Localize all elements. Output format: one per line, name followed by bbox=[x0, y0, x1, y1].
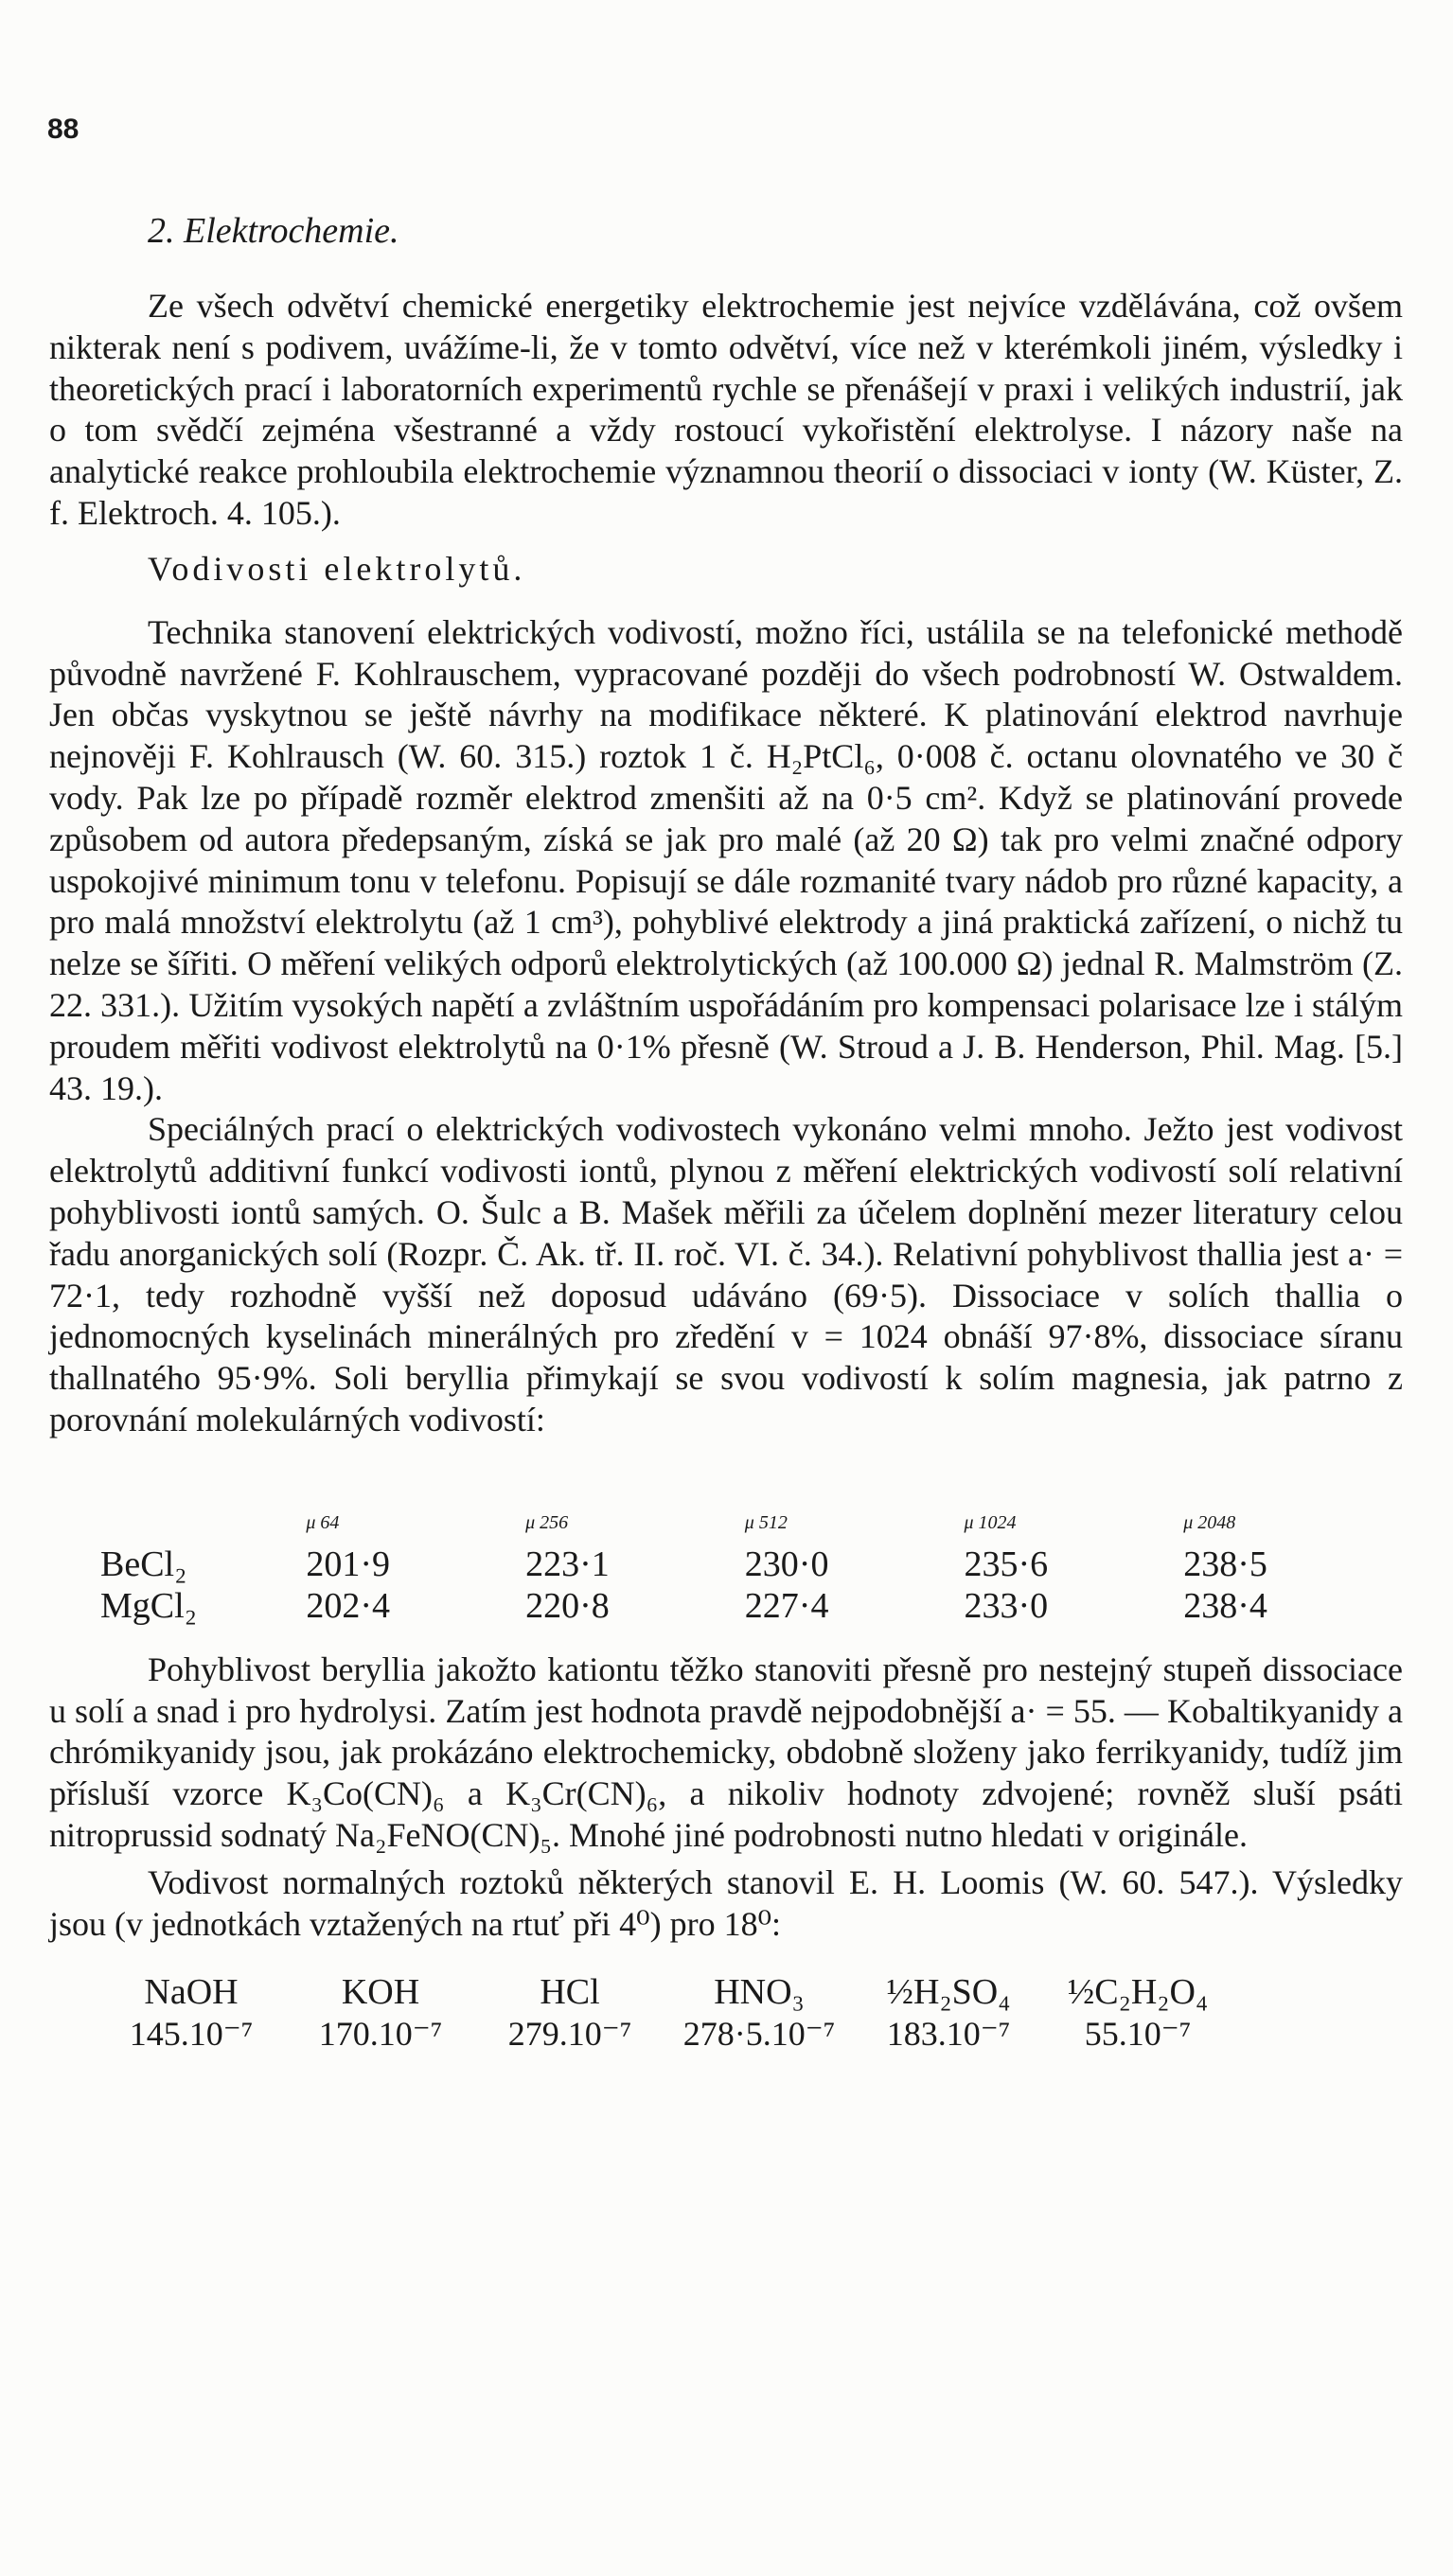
table-cell: 238·4 bbox=[1183, 1585, 1267, 1626]
table-cell: 223·1 bbox=[525, 1544, 610, 1584]
paragraph-loomis: Vodivost normalných roztoků některých stanovil E. H. Loomis (W. 60. 547.). Výsledky jsou (v jednotkách vztažených na rtuť při 4⁰) pro 18⁰: bbox=[49, 1862, 1403, 1943]
table-cell: 202·4 bbox=[306, 1585, 391, 1626]
paragraph-special-works: Speciálných prací o elektrických vodivostech vykonáno velmi mnoho. Ježto jest vodivost elektrolytů additivní funkcí vodivosti iontů, plynou z měření elektrických vodivostí solí relativní pohyblivosti iontů samých. O. Šulc a B. Mašek měřili za účelem doplnění mezer literatury celou řadu anorganických solí (Rozpr. Č. Ak. tř. II. roč. VI. č. 34.). Relativní pohyblivost thallia jest a· = 72·1, tedy rozhodně vyšší než doposud udáváno (69·5). Dissociace v solích thallia o jednomocných kyselinách minerálných pro zředění v = 1024 obnáší 97·8%, dissociace síranu thallnatého 95·9%. Soli beryllia přimykají se svou vodivostí k solím magnesia, jak patrno z porovnání molekulárných vodivostí: bbox=[49, 1110, 1403, 1438]
row-label: MgCl₂ bbox=[100, 1585, 197, 1626]
page-content bbox=[49, 210, 1403, 2055]
table-row bbox=[100, 1544, 1403, 1585]
header-cell: μ 64 bbox=[306, 1511, 340, 1533]
value-cell: 279.10⁻⁷ bbox=[507, 2015, 632, 2054]
paragraph-intro: Ze všech odvětví chemické energetiky elektrochemie jest nejvíce vzdělávána, což ovšem nikterak není s podivem, uvážíme-li, že v tomto odvětví, více než v kterémkoli jiném, výsledky i theoretických prací i laboratorních experimentů rychle se přenášejí v praxi i velikých industrií, jak o tom svědčí zejména všestranné a vždy rostoucí vykořistění elektrolyse. I názory naše na analytické reakce prohloubila elektrochemie významnou theorií o dissociaci v ionty (W. Küster, Z. f. Elektroch. 4. 105.). bbox=[49, 287, 1403, 532]
table-cell: 230·0 bbox=[744, 1544, 829, 1584]
row-label: BeCl₂ bbox=[100, 1544, 187, 1584]
value-cell: 183.10⁻⁷ bbox=[886, 2015, 1011, 2054]
value-cell: 55.10⁻⁷ bbox=[1084, 2015, 1192, 2054]
table-row bbox=[97, 1971, 1232, 2013]
section-heading: 2. Elektrochemie. bbox=[148, 211, 399, 251]
table-cell: 201·9 bbox=[306, 1544, 391, 1584]
table-cell: 238·5 bbox=[1183, 1544, 1267, 1584]
table-cell: 220·8 bbox=[525, 1585, 610, 1626]
conductivity-table-header bbox=[100, 1502, 1403, 1544]
value-cell: 145.10⁻⁷ bbox=[129, 2015, 254, 2054]
table-cell: 227·4 bbox=[744, 1585, 829, 1626]
subheading-conductivity: Vodivosti elektrolytů. bbox=[148, 549, 526, 588]
normal-solutions-table bbox=[97, 1971, 1232, 2055]
table-cell: 235·6 bbox=[964, 1544, 1049, 1584]
substance-cell: HNO₃ bbox=[714, 1972, 805, 2013]
substance-cell: KOH bbox=[341, 1972, 420, 2013]
paragraph-technique: Technika stanovení elektrických vodivostí, možno říci, ustálila se na telefonické methodě původně navržené F. Kohlrauschem, vypracované později do všech podrobností W. Ostwaldem. Jen občas vyskytnou se ještě návrhy na modifikace některé. K platinování elektrod navrhuje nejnověji F. Kohlrausch (W. 60. 315.) roztok 1 č. H₂PtCl₆, 0·008 č. octanu olovnatého ve 30 č vody. Pak lze po případě rozměr elektrod zmenšiti až na 0·5 cm². Když se platinování provede způsobem od autora předepsaným, získá se jak pro malé (až 20 Ω) tak pro velmi značné odpory uspokojivé minimum tonu v telefonu. Popisují se dále rozmanité tvary nádob pro různé kapacity, a pro malá množství elektrolytu (až 1 cm³), pohyblivé elektrody a jiná praktická zařízení, o nichž tu nelze se šířiti. O měření velikých odporů elektrolytických (až 100.000 Ω) jednal R. Malmström (Z. 22. 331.). Užitím vysokých napětí a zvláštním uspořádáním pro kompensaci polarisace lze i stálým proudem měřiti vodivost elektrolytů na 0·1% přesně (W. Stroud a J. B. Henderson, Phil. Mag. [5.] 43. 19.). bbox=[49, 612, 1403, 1107]
substance-cell: HCl bbox=[540, 1972, 600, 2013]
substance-cell: NaOH bbox=[144, 1972, 239, 2013]
paragraph-beryllium: Pohyblivost beryllia jakožto kationtu těžko stanoviti přesně pro nestejný stupeň dissociace u solí a snad i pro hydrolysi. Zatím jest hodnota pravdě nejpodobnější a· = 55. — Kobaltikyanidy a chrómikyanidy jsou, jak prokázáno elektrochemicky, obdobně složeny jako ferrikyanidy, tudíž jim přísluší vzorce K₃Co(CN)₆ a K₃Cr(CN)₆, a nikoliv hodnoty zdvojené; rovněž sluší psáti nitroprussid sodnatý Na₂FeNO(CN)₅. Mnohé jiné podrobnosti nutno hledati v originále. bbox=[49, 1650, 1403, 1854]
substance-cell: ½C₂H₂O₄ bbox=[1067, 1972, 1209, 2013]
conductivity-table bbox=[100, 1502, 1403, 1627]
header-cell: μ 256 bbox=[525, 1511, 569, 1533]
table-row bbox=[100, 1585, 1403, 1627]
header-cell: μ 512 bbox=[744, 1511, 788, 1533]
table-row bbox=[97, 2013, 1232, 2055]
page-number: 88 bbox=[47, 114, 80, 145]
header-cell: μ 1024 bbox=[964, 1511, 1017, 1533]
value-cell: 278·5.10⁻⁷ bbox=[682, 2015, 836, 2054]
table-cell: 233·0 bbox=[964, 1585, 1049, 1626]
value-cell: 170.10⁻⁷ bbox=[318, 2015, 443, 2054]
substance-cell: ½H₂SO₄ bbox=[886, 1972, 1011, 2013]
header-cell: μ 2048 bbox=[1183, 1511, 1236, 1533]
